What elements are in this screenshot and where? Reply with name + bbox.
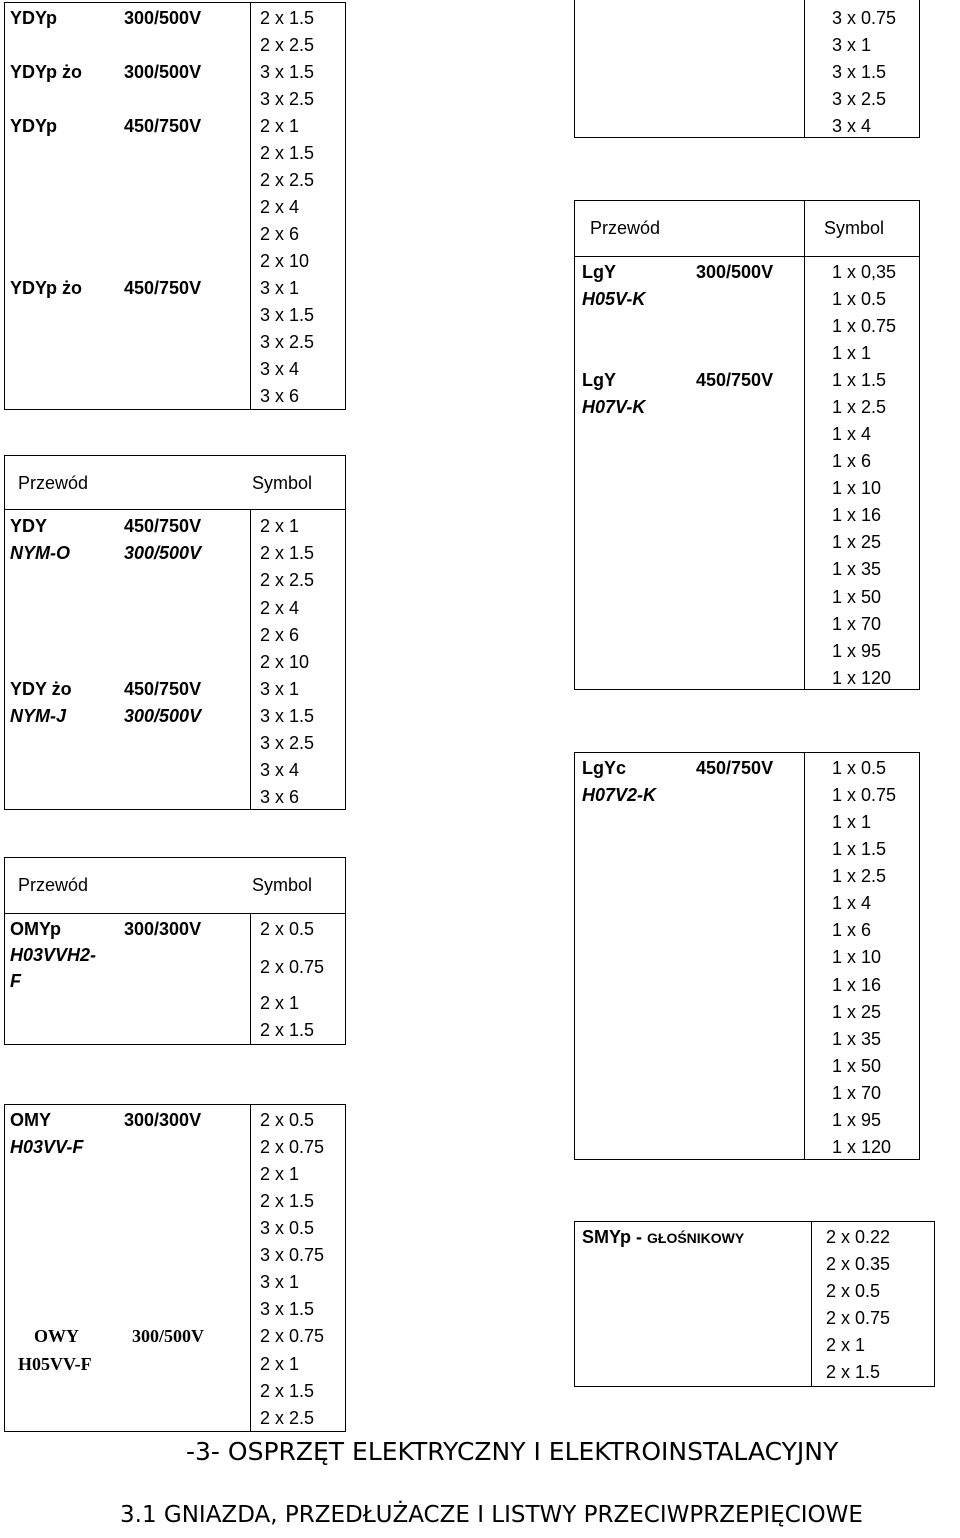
ydy-size: 3 x 6 (260, 787, 300, 807)
smyp-size: 2 x 1 (826, 1335, 866, 1355)
lgyc-size: 1 x 95 (832, 1110, 882, 1130)
ydyp-name-3: YDYp (10, 116, 58, 136)
smyp-size: 2 x 0.22 (826, 1227, 891, 1247)
lgy1-size: 1 x 0,35 (832, 262, 897, 282)
ydyp-size: 2 x 1.5 (260, 143, 315, 163)
ydyp-name-4: YDYp żo (10, 278, 83, 298)
lgy1-voltage: 300/500V (696, 262, 774, 282)
lgy2-size: 1 x 35 (832, 559, 882, 579)
ydy-header-przewod: Przewód (18, 473, 89, 493)
lgyc-size: 1 x 0.5 (832, 758, 887, 778)
lgy1-code: H05V-K (582, 289, 646, 309)
lgyc-size: 1 x 25 (832, 1002, 882, 1022)
ydy-name-3: YDY żo (10, 679, 72, 699)
ydy-size: 3 x 1.5 (260, 706, 315, 726)
owy-voltage: 300/500V (132, 1326, 204, 1346)
ydyp-name-2: YDYp żo (10, 62, 83, 82)
ydyp-size: 2 x 1 (260, 116, 300, 136)
ydy-size: 3 x 4 (260, 760, 300, 780)
lgyc-size: 1 x 1 (832, 812, 872, 832)
top-right-size: 3 x 1.5 (832, 62, 887, 82)
lgyc-size: 1 x 2.5 (832, 866, 887, 886)
omyp-header-przewod: Przewód (18, 875, 89, 895)
owy-size: 2 x 1 (260, 1354, 300, 1374)
omyp-name: OMYp (10, 919, 62, 939)
lgy2-size: 1 x 4 (832, 424, 872, 444)
lgyc-size: 1 x 120 (832, 1137, 892, 1157)
owy-size: 2 x 2.5 (260, 1408, 315, 1428)
lgy-header-symbol: Symbol (824, 218, 885, 238)
lgy2-code: H07V-K (582, 397, 646, 417)
smyp-name-small: GŁOŚNIKOWY (647, 1230, 745, 1246)
ydyp-voltage-2: 300/500V (124, 62, 202, 82)
ydy-voltage-1: 450/750V (124, 516, 202, 536)
lgyc-size: 1 x 6 (832, 920, 872, 940)
top-right-size: 3 x 4 (832, 116, 872, 136)
lgy1-size: 1 x 1 (832, 343, 872, 363)
lgy2-size: 1 x 50 (832, 587, 882, 607)
lgyc-size: 1 x 70 (832, 1083, 882, 1103)
ydyp-size: 2 x 1.5 (260, 8, 315, 28)
ydyp-voltage-4: 450/750V (124, 278, 202, 298)
top-right-size: 3 x 2.5 (832, 89, 887, 109)
smyp-size: 2 x 0.75 (826, 1308, 891, 1328)
ydy-size: 2 x 4 (260, 598, 300, 618)
lgyc-size: 1 x 10 (832, 947, 882, 967)
omyp-size: 2 x 1 (260, 993, 300, 1013)
smyp-name-main: SMYp - (582, 1227, 648, 1247)
ydyp-voltage-1: 300/500V (124, 8, 202, 28)
ydyp-size: 3 x 2.5 (260, 89, 315, 109)
lgy2-size: 1 x 70 (832, 614, 882, 634)
owy-code: H05VV-F (18, 1354, 92, 1374)
omy-size: 2 x 0.75 (260, 1137, 325, 1157)
omy-size: 3 x 1 (260, 1272, 300, 1292)
ydy-name-1: YDY (10, 516, 48, 536)
lgy2-size: 1 x 25 (832, 532, 882, 552)
ydyp-size: 3 x 1.5 (260, 62, 315, 82)
ydyp-size: 3 x 2.5 (260, 332, 315, 352)
lgy2-size: 1 x 1.5 (832, 370, 887, 390)
ydy-size: 3 x 1 (260, 679, 300, 699)
omy-name: OMY (10, 1110, 52, 1130)
ydy-size: 2 x 2.5 (260, 570, 315, 590)
ydyp-size: 2 x 2.5 (260, 35, 315, 55)
lgy-header-przewod: Przewód (590, 218, 661, 238)
omy-size: 2 x 1 (260, 1164, 300, 1184)
ydy-voltage-3: 450/750V (124, 679, 202, 699)
ydy-name-2: NYM-O (10, 543, 70, 563)
lgy1-size: 1 x 0.75 (832, 316, 897, 336)
lgy2-size: 1 x 2.5 (832, 397, 887, 417)
owy-name: OWY (34, 1326, 79, 1346)
ydy-size: 3 x 2.5 (260, 733, 315, 753)
omy-size: 3 x 1.5 (260, 1299, 315, 1319)
omyp-size: 2 x 1.5 (260, 1020, 315, 1040)
omy-voltage: 300/300V (124, 1110, 202, 1130)
ydyp-size: 3 x 6 (260, 386, 300, 406)
ydyp-size: 3 x 1 (260, 278, 300, 298)
smyp-size: 2 x 0.35 (826, 1254, 891, 1274)
ydy-size: 2 x 6 (260, 625, 300, 645)
omy-code: H03VV-F (10, 1137, 84, 1157)
lgy2-voltage: 450/750V (696, 370, 774, 390)
top-right-size: 3 x 1 (832, 35, 872, 55)
ydy-voltage-2: 300/500V (124, 543, 202, 563)
lgy2-size: 1 x 120 (832, 668, 892, 688)
ydy-name-4: NYM-J (10, 706, 67, 726)
ydyp-size: 3 x 1.5 (260, 305, 315, 325)
omyp-size: 2 x 0.75 (260, 957, 325, 977)
lgyc-size: 1 x 35 (832, 1029, 882, 1049)
lgyc-voltage: 450/750V (696, 758, 774, 778)
section-heading: -3- OSPRZĘT ELEKTRYCZNY I ELEKTROINSTALACYJNY (186, 1437, 839, 1466)
owy-size: 2 x 1.5 (260, 1381, 315, 1401)
ydyp-size: 2 x 2.5 (260, 170, 315, 190)
smyp-name (582, 1228, 744, 1246)
omyp-voltage: 300/300V (124, 919, 202, 939)
lgyc-size: 1 x 50 (832, 1056, 882, 1076)
lgy2-size: 1 x 95 (832, 641, 882, 661)
lgyc-size: 1 x 4 (832, 893, 872, 913)
subsection-heading: 3.1 GNIAZDA, PRZEDŁUŻACZE I LISTWY PRZECIWPRZEPIĘCIOWE (120, 1502, 863, 1528)
ydy-size: 2 x 1.5 (260, 543, 315, 563)
ydy-size: 2 x 1 (260, 516, 300, 536)
lgyc-size: 1 x 1.5 (832, 839, 887, 859)
owy-size: 2 x 0.75 (260, 1326, 325, 1346)
ydyp-size: 2 x 6 (260, 224, 300, 244)
omyp-code-line2: F (10, 971, 21, 991)
omyp-header-symbol: Symbol (252, 875, 313, 895)
lgyc-size: 1 x 16 (832, 975, 882, 995)
lgy1-size: 1 x 0.5 (832, 289, 887, 309)
ydy-size: 2 x 10 (260, 652, 310, 672)
omy-size: 3 x 0.75 (260, 1245, 325, 1265)
omy-size: 2 x 1.5 (260, 1191, 315, 1211)
ydyp-size: 2 x 10 (260, 251, 310, 271)
ydyp-name-1: YDYp (10, 8, 58, 28)
ydyp-voltage-3: 450/750V (124, 116, 202, 136)
ydy-header-symbol: Symbol (252, 473, 313, 493)
omy-size: 2 x 0.5 (260, 1110, 315, 1130)
lgy1-name: LgY (582, 262, 616, 282)
lgyc-name: LgYc (582, 758, 627, 778)
lgy2-size: 1 x 10 (832, 478, 882, 498)
lgy2-size: 1 x 16 (832, 505, 882, 525)
lgyc-code: H07V2-K (582, 785, 657, 805)
omy-size: 3 x 0.5 (260, 1218, 315, 1238)
lgy2-name: LgY (582, 370, 616, 390)
omyp-size: 2 x 0.5 (260, 919, 315, 939)
omyp-code-line1: H03VVH2- (10, 945, 97, 965)
ydyp-size: 2 x 4 (260, 197, 300, 217)
smyp-size: 2 x 1.5 (826, 1362, 881, 1382)
smyp-size: 2 x 0.5 (826, 1281, 881, 1301)
ydy-voltage-4: 300/500V (124, 706, 202, 726)
lgyc-size: 1 x 0.75 (832, 785, 897, 805)
top-right-size: 3 x 0.75 (832, 8, 897, 28)
lgy2-size: 1 x 6 (832, 451, 872, 471)
ydyp-size: 3 x 4 (260, 359, 300, 379)
